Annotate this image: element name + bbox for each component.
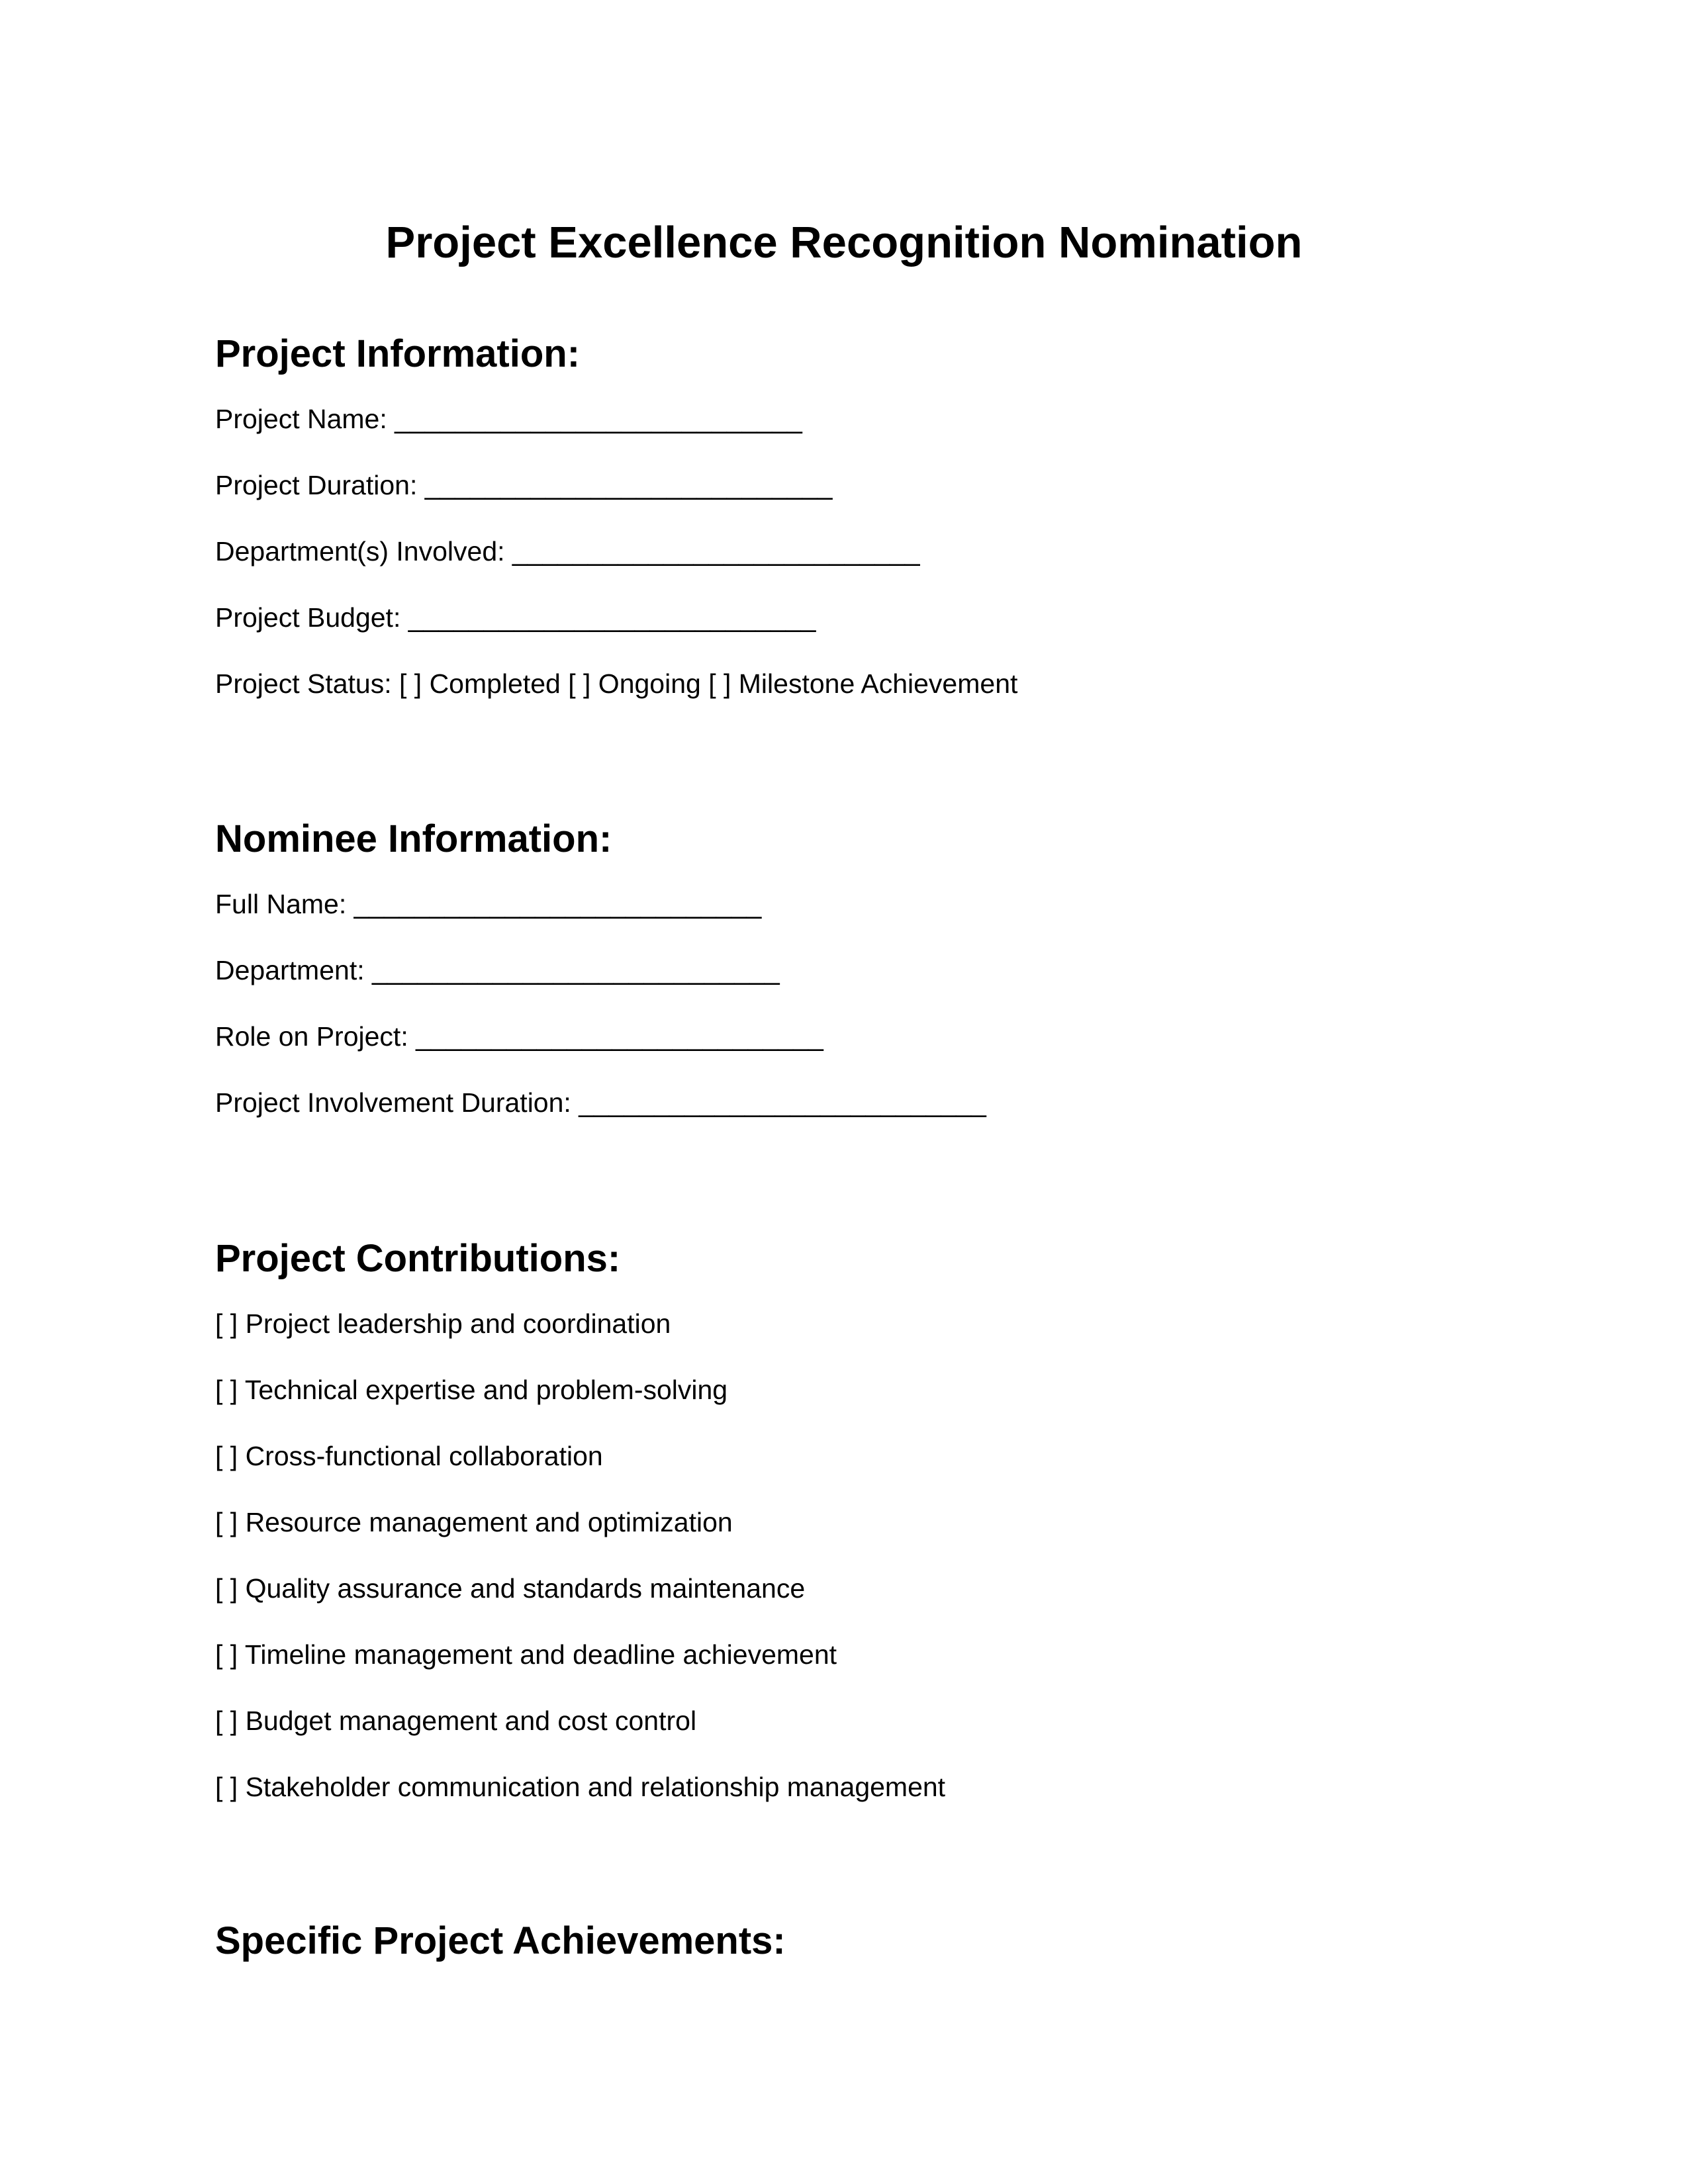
project-name-field[interactable]: Project Name: ___________________________ [215,404,802,434]
nominee-information-heading: Nominee Information: [215,817,612,860]
full-name-field[interactable]: Full Name: ___________________________ [215,889,762,919]
department-field[interactable]: Department: ___________________________ [215,955,780,985]
project-duration-field[interactable]: Project Duration: ___________________________ [215,470,833,500]
project-contributions-section [215,1232,1539,1820]
nominee-information-fields [215,871,1539,1136]
contribution-checkbox-leadership[interactable]: [ ] Project leadership and coordination [215,1308,671,1339]
project-contributions-list [215,1291,1539,1820]
project-information-section [215,328,1539,717]
specific-achievements-heading: Specific Project Achievements: [215,1919,786,1962]
document-title: Project Excellence Recognition Nomination [385,218,1303,267]
contribution-checkbox-budget[interactable]: [ ] Budget management and cost control [215,1706,697,1736]
specific-achievements-section [215,1915,1539,1968]
contribution-checkbox-resources[interactable]: [ ] Resource management and optimization [215,1507,733,1537]
project-information-heading: Project Information: [215,332,581,375]
contribution-checkbox-technical[interactable]: [ ] Technical expertise and problem-solving [215,1375,728,1405]
project-contributions-heading: Project Contributions: [215,1237,621,1280]
contribution-checkbox-stakeholder[interactable]: [ ] Stakeholder communication and relationship management [215,1772,946,1802]
role-on-project-field[interactable]: Role on Project: ___________________________ [215,1021,823,1052]
project-budget-field[interactable]: Project Budget: ___________________________ [215,602,816,633]
contribution-checkbox-timeline[interactable]: [ ] Timeline management and deadline achievement [215,1639,837,1670]
contribution-checkbox-quality[interactable]: [ ] Quality assurance and standards maintenance [215,1573,806,1604]
involvement-duration-field[interactable]: Project Involvement Duration: ___________________________ [215,1087,986,1118]
project-status-field[interactable]: Project Status: [ ] Completed [ ] Ongoing [ ] Milestone Achievement [215,668,1018,699]
project-information-fields [215,386,1539,717]
departments-involved-field[interactable]: Department(s) Involved: ___________________________ [215,536,920,567]
nominee-information-section [215,813,1539,1136]
contribution-checkbox-collaboration[interactable]: [ ] Cross-functional collaboration [215,1441,603,1471]
